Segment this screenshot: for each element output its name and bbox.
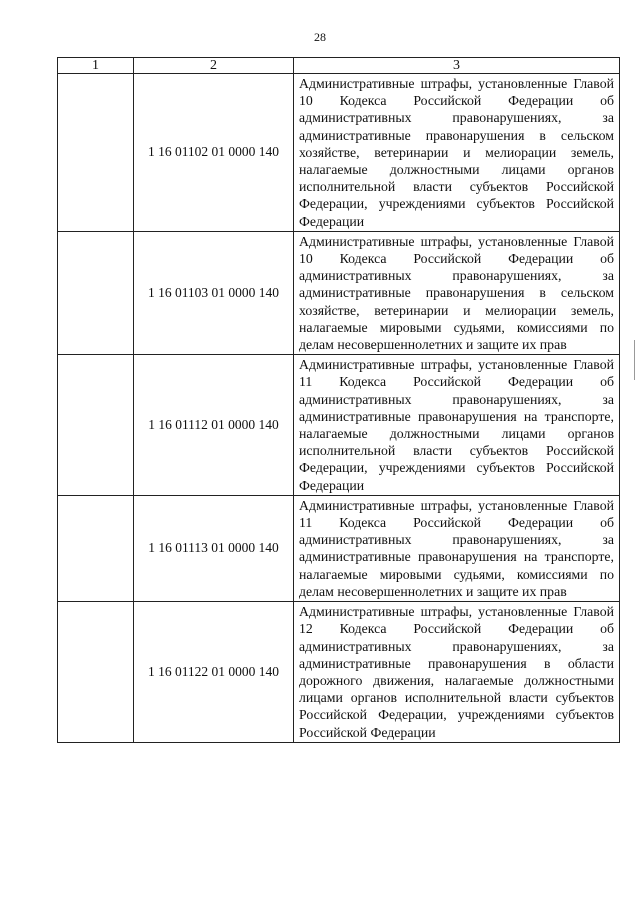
column-header-2: 2 — [134, 58, 294, 74]
budget-code: 1 16 01102 01 0000 140 — [134, 74, 294, 232]
row-cell-1 — [58, 231, 134, 354]
row-cell-1 — [58, 495, 134, 601]
code-description: Административные штрафы, установленные Главой 10 Кодекса Российской Федерации об административных правонарушениях, за административные правонарушения в сельском хозяйстве, ветеринарии и мелиорации земель, налагаемые мировыми судьями, комиссиями по делам несовершеннолетних и защите их прав — [294, 231, 620, 354]
code-description: Административные штрафы, установленные Главой 11 Кодекса Российской Федерации об административных правонарушениях, за административные правонарушения на транспорте, налагаемые мировыми судьями, комиссиями по делам несовершеннолетних и защите их прав — [294, 495, 620, 601]
revenue-codes-table — [57, 57, 620, 743]
row-cell-1 — [58, 74, 134, 232]
table-row — [58, 602, 620, 743]
code-description: Административные штрафы, установленные Главой 12 Кодекса Российской Федерации об административных правонарушениях, за административные правонарушения в области дорожного движения, налагаемые должностными лицами органов исполнительной власти субъектов Российской Федерации, учреждениями субъектов Российской Федерации — [294, 602, 620, 743]
page-number: 28 — [314, 30, 326, 44]
table-row — [58, 355, 620, 496]
table-row — [58, 231, 620, 354]
budget-code: 1 16 01113 01 0000 140 — [134, 495, 294, 601]
table-header-row — [58, 58, 620, 74]
table-row — [58, 495, 620, 601]
code-description: Административные штрафы, установленные Главой 11 Кодекса Российской Федерации об административных правонарушениях, за административные правонарушения на транспорте, налагаемые должностными лицами органов исполнительной власти субъектов Российской Федерации, учреждениями субъектов Российской Федерации — [294, 355, 620, 496]
scan-artifact-mark — [634, 340, 635, 380]
budget-code: 1 16 01103 01 0000 140 — [134, 231, 294, 354]
code-description: Административные штрафы, установленные Главой 10 Кодекса Российской Федерации об административных правонарушениях, за административные правонарушения в сельском хозяйстве, ветеринарии и мелиорации земель, налагаемые должностными лицами органов исполнительной власти субъектов Российской Федерации, учреждениями субъектов Российской Федерации — [294, 74, 620, 232]
column-header-1: 1 — [58, 58, 134, 74]
budget-code: 1 16 01122 01 0000 140 — [134, 602, 294, 743]
column-header-3: 3 — [294, 58, 620, 74]
budget-code: 1 16 01112 01 0000 140 — [134, 355, 294, 496]
table-row — [58, 74, 620, 232]
row-cell-1 — [58, 355, 134, 496]
row-cell-1 — [58, 602, 134, 743]
